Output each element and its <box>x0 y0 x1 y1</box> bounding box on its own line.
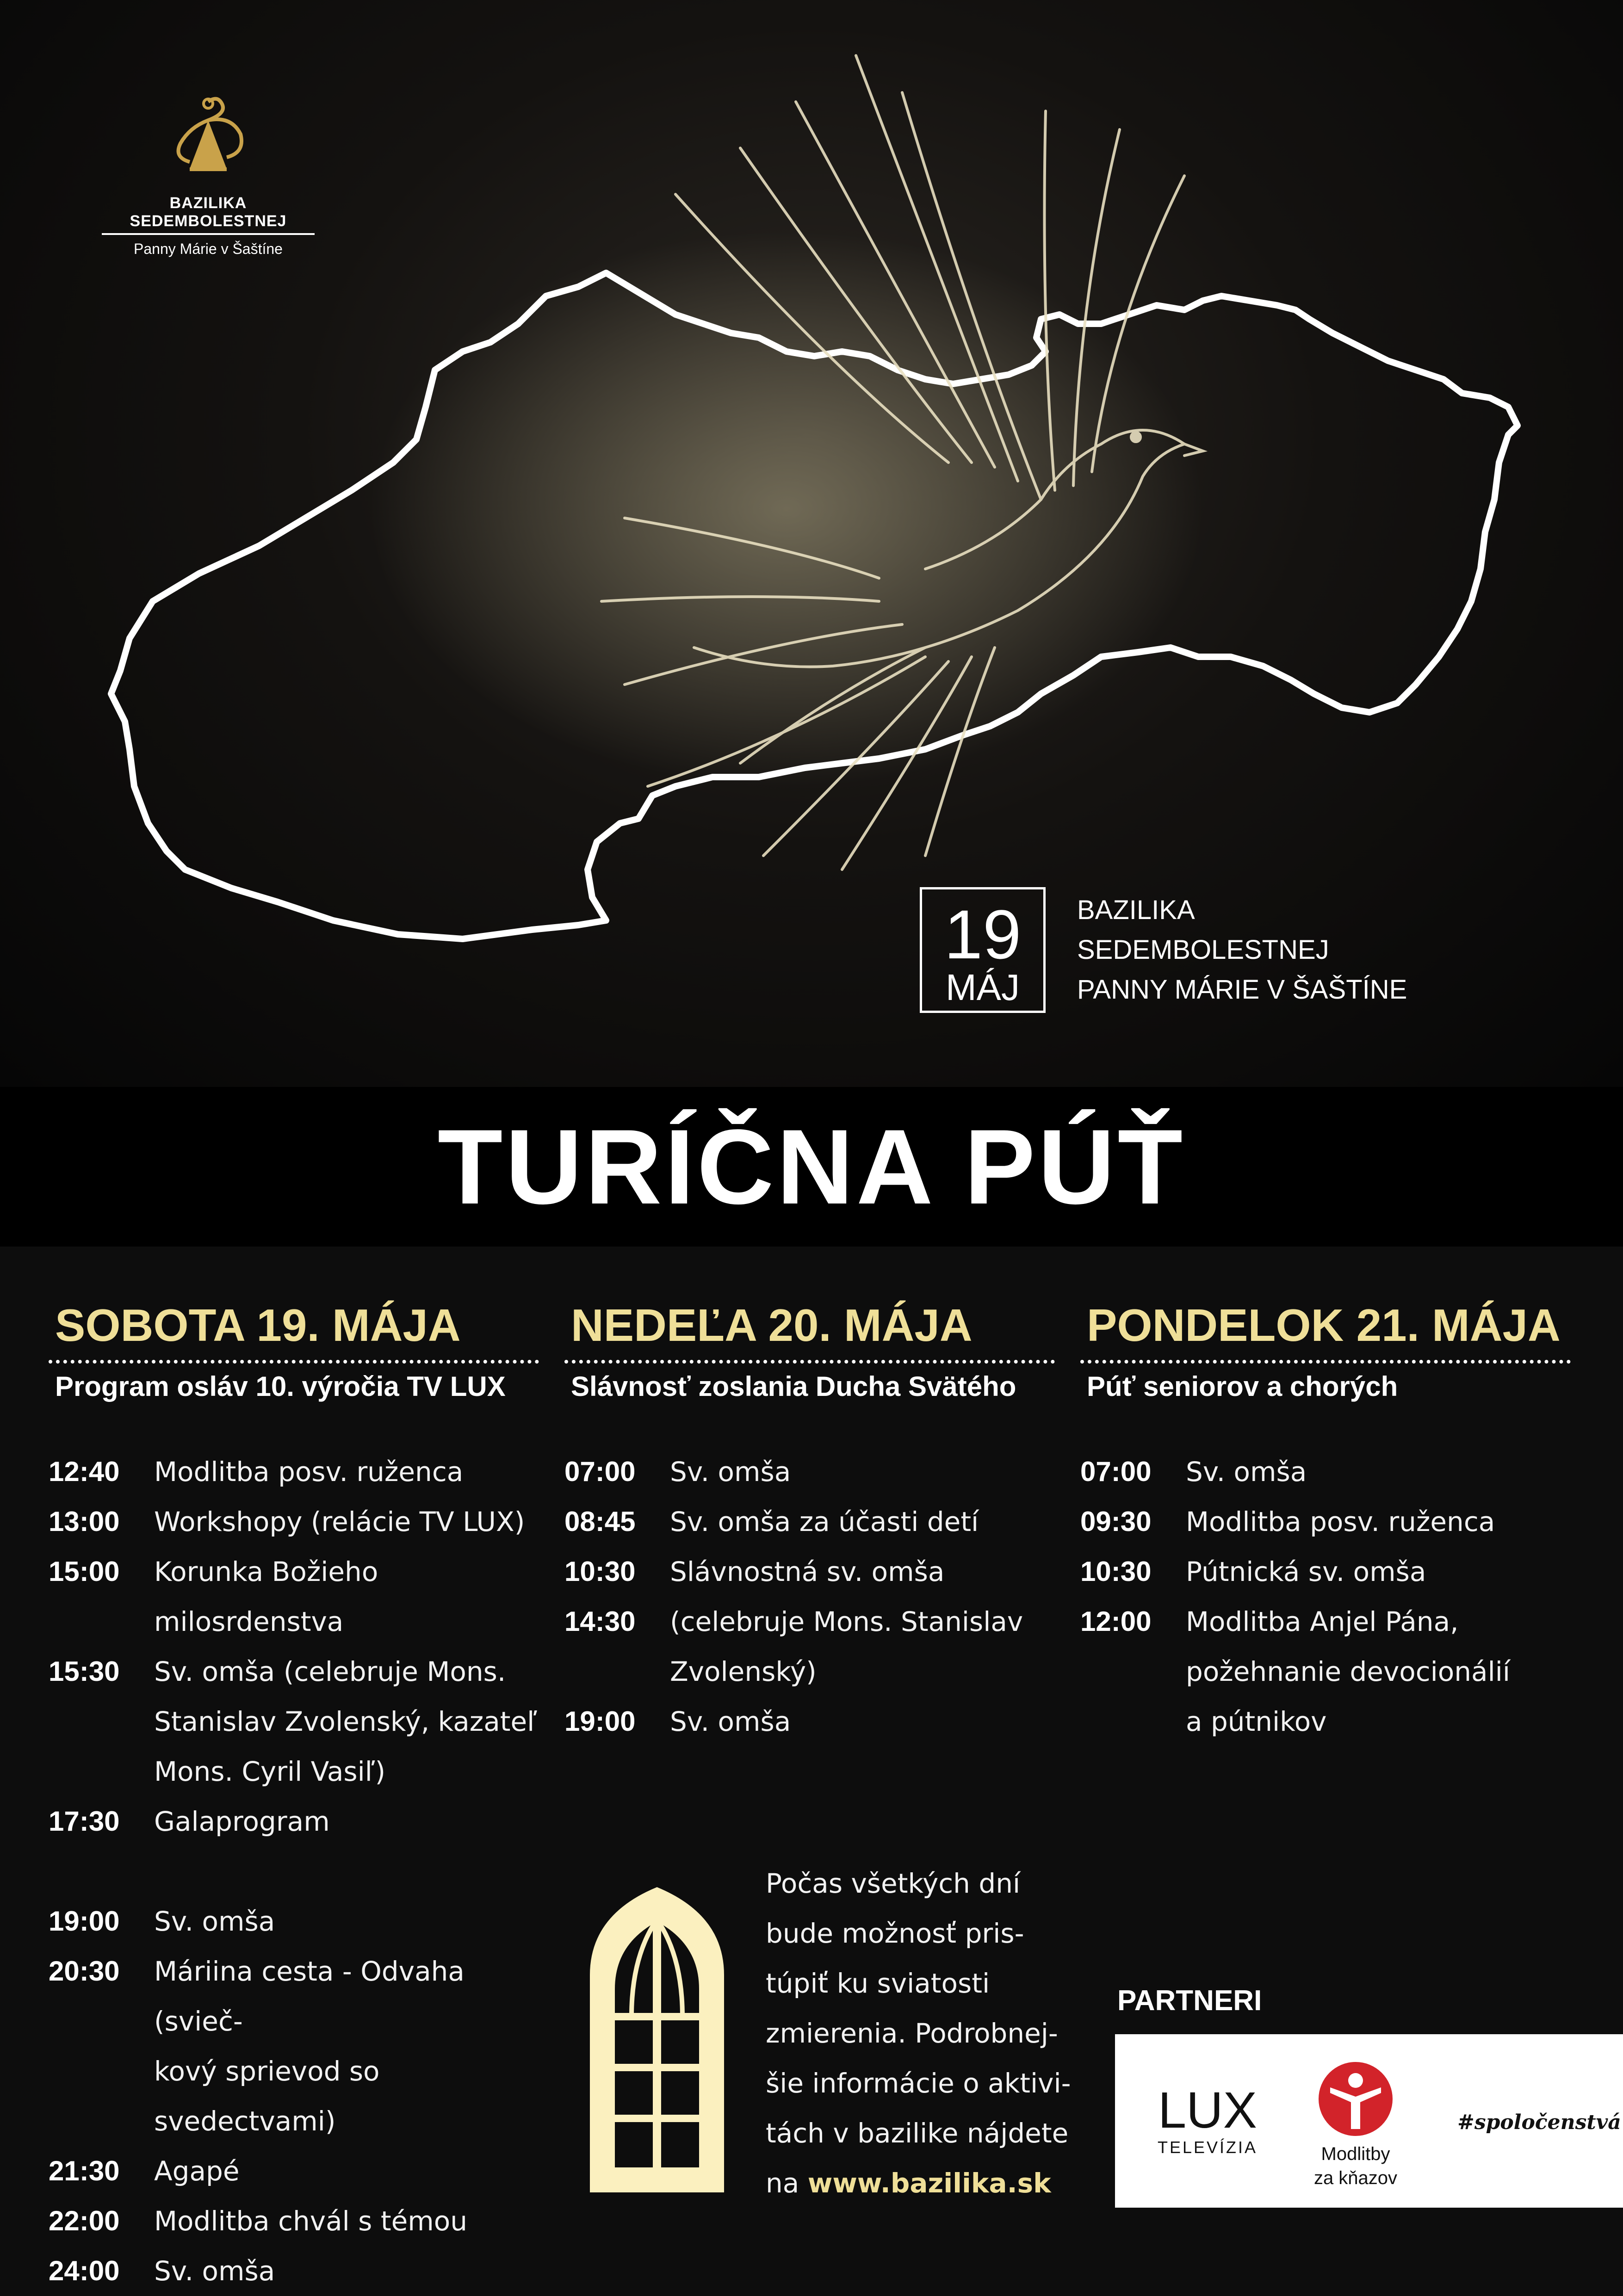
day-column-monday <box>1080 1295 1571 1747</box>
event-desc: Sv. omša <box>1186 1456 1307 1487</box>
event-desc: Sv. omša <box>670 1456 791 1487</box>
logo-title: BAZILIKA SEDEMBOLESTNEJ <box>102 194 315 235</box>
event-time: 20:30 <box>49 1956 120 1987</box>
event-time: 09:30 <box>1080 1506 1152 1537</box>
event-desc: Sv. omša <box>670 1706 791 1737</box>
info-line-last <box>766 2158 1080 2208</box>
event-desc: (celebruje Mons. Stanislav <box>670 1606 1023 1637</box>
mzk-line: Modlitby <box>1321 2144 1390 2164</box>
day-column-saturday <box>49 1295 539 2296</box>
event-time: 15:30 <box>49 1656 120 1687</box>
event-time: 07:00 <box>564 1456 636 1487</box>
partners-panel <box>1115 2034 1623 2208</box>
day-column-sunday <box>564 1295 1055 1747</box>
schedule-item <box>49 1497 539 1547</box>
schedule-item <box>49 2196 539 2246</box>
event-desc: Agapé <box>154 2155 240 2187</box>
event-desc: Modlitba Anjel Pána, <box>1186 1606 1459 1637</box>
event-time: 15:00 <box>49 1556 120 1587</box>
schedule-item <box>49 2246 539 2296</box>
event-time: 08:45 <box>564 1506 636 1537</box>
event-list <box>564 1447 1055 1747</box>
event-desc: Slávnostná sv. omša <box>670 1556 945 1587</box>
event-desc: Mons. Cyril Vasiľ) <box>154 1756 386 1787</box>
event-desc: Sv. omša (celebruje Mons. <box>154 1656 506 1687</box>
schedule-item <box>49 1547 539 1647</box>
event-time: 12:40 <box>49 1456 120 1487</box>
confession-info <box>766 1858 1080 2208</box>
event-time: 17:30 <box>49 1806 120 1837</box>
info-line: bude možnosť pris- <box>766 1918 1024 1949</box>
event-time: 14:30 <box>564 1606 636 1637</box>
info-line: šie informácie o aktivi- <box>766 2068 1071 2099</box>
event-desc: požehnanie devocionálií <box>1186 1656 1510 1687</box>
lux-sub: TELEVÍZIA <box>1157 2138 1258 2157</box>
date-month: MÁJ <box>946 967 1020 1008</box>
venue-line: SEDEMBOLESTNEJ <box>1077 935 1329 965</box>
event-desc: Modlitba posv. ruženca <box>1186 1506 1495 1537</box>
event-desc: Modlitba posv. ruženca <box>154 1456 464 1487</box>
event-desc: Sv. omša za účasti detí <box>670 1506 979 1537</box>
schedule-item <box>564 1547 1055 1597</box>
event-desc: a pútnikov <box>1186 1706 1327 1737</box>
day-heading: NEDEĽA 20. MÁJA <box>571 1300 973 1351</box>
event-desc: Pútnická sv. omša <box>1186 1556 1426 1587</box>
info-line: zmierenia. Podrobnej- <box>766 2018 1058 2049</box>
schedule-item <box>49 1796 539 1846</box>
partners-heading: PARTNERI <box>1117 1985 1262 2017</box>
event-time: 10:30 <box>564 1556 636 1587</box>
logo-subtitle: Panny Márie v Šaštíne <box>134 241 283 257</box>
day-subtitle: Slávnosť zoslania Ducha Svätého <box>571 1371 1016 1402</box>
event-desc: Sv. omša <box>154 2255 275 2287</box>
venue-line: PANNY MÁRIE V ŠAŠTÍNE <box>1077 975 1407 1005</box>
event-list <box>1080 1447 1571 1747</box>
schedule-item <box>49 1647 539 1796</box>
event-time: 19:00 <box>564 1706 636 1737</box>
event-desc: Modlitba chvál s témou <box>154 2205 467 2237</box>
event-time: 19:00 <box>49 1906 120 1937</box>
event-desc: Korunka Božieho <box>154 1556 378 1587</box>
info-line: túpiť ku sviatosti <box>766 1968 990 1999</box>
event-desc: Sv. omša <box>154 1906 275 1937</box>
day-heading: SOBOTA 19. MÁJA <box>55 1300 461 1351</box>
church-window-icon <box>585 1882 729 2197</box>
basilica-logo <box>102 93 315 258</box>
event-desc: Galaprogram <box>154 1806 330 1837</box>
dotted-divider <box>1080 1360 1571 1364</box>
basilica-emblem-icon <box>162 93 254 180</box>
schedule-item <box>49 1447 539 1497</box>
info-prefix: na <box>766 2167 799 2199</box>
day-heading: PONDELOK 21. MÁJA <box>1087 1300 1561 1351</box>
event-time: 24:00 <box>49 2255 120 2286</box>
event-desc: kový sprievod so svedectvami) <box>154 2055 380 2137</box>
event-time: 21:30 <box>49 2155 120 2186</box>
event-desc: Workshopy (relácie TV LUX) <box>154 1506 525 1537</box>
event-time: 10:30 <box>1080 1556 1152 1587</box>
date-day: 19 <box>944 895 1022 973</box>
page-title: TURÍČNA PÚŤ <box>437 1107 1186 1226</box>
day-subtitle: Program osláv 10. výročia TV LUX <box>55 1371 506 1402</box>
event-time: 22:00 <box>49 2205 120 2236</box>
schedule-item <box>564 1597 1055 1697</box>
venue-name <box>1077 890 1407 1010</box>
modlitby-za-knazov-logo[interactable] <box>1309 2060 1402 2188</box>
title-bar <box>0 1087 1623 1247</box>
schedule-item <box>564 1697 1055 1747</box>
event-desc: Stanislav Zvolenský, kazateľ <box>154 1706 537 1737</box>
schedule-item <box>1080 1497 1571 1547</box>
event-desc: milosrdenstva <box>154 1606 344 1637</box>
schedule-item <box>564 1447 1055 1497</box>
schedule-item <box>1080 1447 1571 1497</box>
event-desc: Zvolenský) <box>670 1656 817 1687</box>
schedule-item <box>49 1946 539 2146</box>
event-time: 13:00 <box>49 1506 120 1537</box>
dotted-divider <box>49 1360 539 1364</box>
hero-banner <box>0 0 1623 1087</box>
schedule-item <box>1080 1547 1571 1597</box>
website-link[interactable]: www.bazilika.sk <box>807 2167 1051 2199</box>
date-badge <box>920 887 1046 1013</box>
info-line: tách v bazilike nájdete <box>766 2117 1069 2149</box>
event-time: 12:00 <box>1080 1606 1152 1637</box>
event-list <box>49 1447 539 2296</box>
event-time: 07:00 <box>1080 1456 1152 1487</box>
schedule-item <box>1080 1597 1571 1747</box>
schedule-item <box>564 1497 1055 1547</box>
schedule-item <box>49 1896 539 1946</box>
dotted-divider <box>564 1360 1055 1364</box>
mzk-line: za kňazov <box>1313 2168 1398 2188</box>
venue-line: BAZILIKA <box>1077 895 1195 925</box>
event-desc: Máriina cesta - Odvaha (svieč- <box>154 1956 465 2037</box>
spacer <box>49 1846 539 1896</box>
praying-figure-icon <box>1316 2060 1395 2138</box>
lux-tv-logo[interactable] <box>1152 2082 1263 2157</box>
info-line: Počas všetkých dní <box>766 1868 1021 1899</box>
spolocenstva-logo[interactable]: #spoločenstvá <box>1457 2111 1621 2134</box>
day-subtitle: Púť seniorov a chorých <box>1087 1371 1398 1402</box>
lux-mark: LUX <box>1158 2082 1257 2139</box>
schedule-item <box>49 2146 539 2196</box>
